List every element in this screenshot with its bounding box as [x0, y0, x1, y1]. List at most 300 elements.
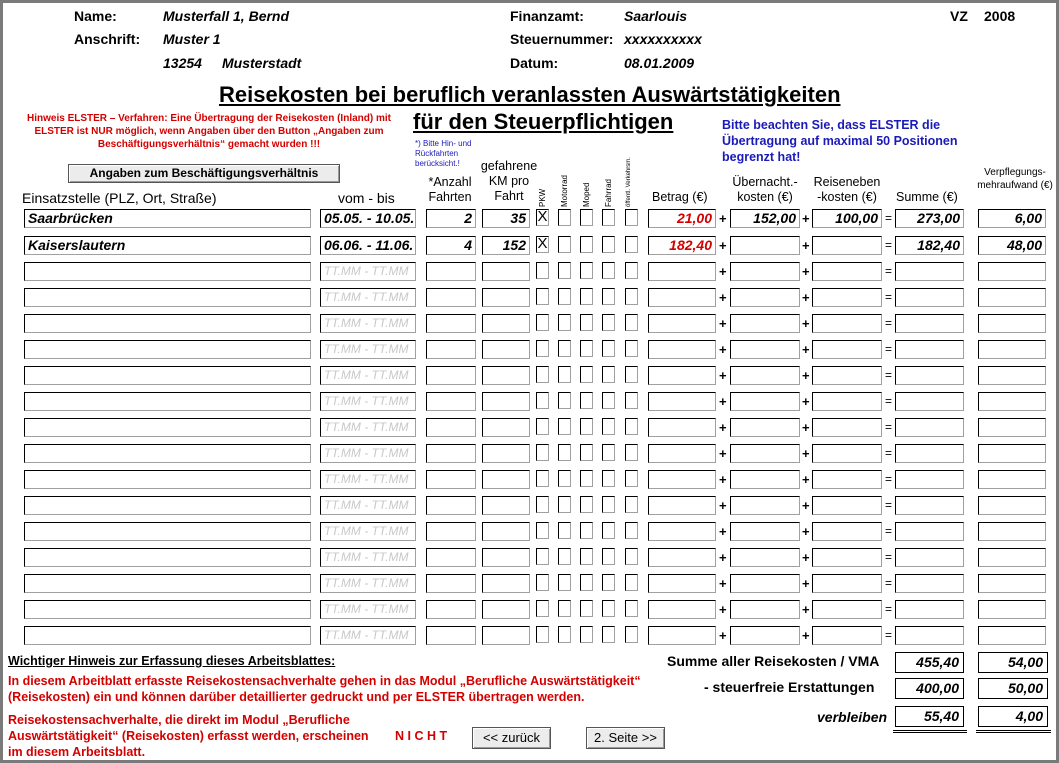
trips-field[interactable]	[426, 366, 476, 385]
hint-title: Wichtiger Hinweis zur Erfassung dieses Arbeitsblattes:	[8, 654, 336, 668]
einsatzstelle-field[interactable]	[24, 314, 311, 333]
km-field[interactable]	[482, 600, 530, 619]
fahrrad-checkbox[interactable]	[602, 548, 615, 565]
trips-field[interactable]	[426, 574, 476, 593]
plus-sign: +	[802, 498, 810, 513]
city-value[interactable]: Musterstadt	[222, 55, 302, 71]
oeffentl-checkbox[interactable]	[625, 418, 638, 435]
pkw-checkbox[interactable]	[536, 444, 549, 461]
col-betrag: Betrag (€)	[652, 190, 708, 204]
einsatzstelle-field[interactable]: Saarbrücken	[24, 209, 311, 228]
equals-sign: =	[885, 446, 893, 460]
equals-sign: =	[885, 472, 893, 486]
trips-field[interactable]	[426, 470, 476, 489]
moped-checkbox[interactable]	[580, 470, 593, 487]
period-field[interactable]: TT.MM - TT.MM	[320, 574, 416, 593]
steuernummer-value[interactable]: xxxxxxxxxx	[624, 31, 702, 47]
uebernacht-field[interactable]	[730, 392, 800, 411]
reiseneben-field[interactable]	[812, 366, 882, 385]
oeffentl-checkbox[interactable]	[625, 600, 638, 617]
erstattung-total[interactable]: 400,00	[895, 678, 964, 699]
moped-checkbox[interactable]	[580, 418, 593, 435]
motorrad-checkbox[interactable]	[558, 262, 571, 279]
km-field[interactable]	[482, 522, 530, 541]
betrag-field[interactable]	[648, 366, 716, 385]
reiseneben-field[interactable]: 100,00	[812, 209, 882, 228]
reiseneben-field[interactable]	[812, 314, 882, 333]
equals-sign: =	[885, 211, 893, 225]
moped-checkbox[interactable]	[580, 288, 593, 305]
plus-sign: +	[802, 420, 810, 435]
uebernacht-field[interactable]	[730, 470, 800, 489]
vma-field[interactable]	[978, 522, 1046, 541]
km-field[interactable]	[482, 288, 530, 307]
reiseneben-field[interactable]	[812, 392, 882, 411]
fahrrad-checkbox[interactable]	[602, 314, 615, 331]
km-field[interactable]	[482, 418, 530, 437]
trips-field[interactable]	[426, 548, 476, 567]
vma-field[interactable]	[978, 392, 1046, 411]
vma-field[interactable]: 6,00	[978, 209, 1046, 228]
summe-field	[895, 496, 964, 515]
pkw-checkbox[interactable]	[536, 470, 549, 487]
equals-sign: =	[885, 394, 893, 408]
pkw-checkbox[interactable]	[536, 288, 549, 305]
equals-sign: =	[885, 368, 893, 382]
reiseneben-field[interactable]	[812, 444, 882, 463]
fahrrad-checkbox[interactable]	[602, 470, 615, 487]
pkw-checkbox[interactable]	[536, 340, 549, 357]
trips-field[interactable]	[426, 262, 476, 281]
plus-sign: +	[719, 550, 727, 565]
betrag-field[interactable]	[648, 600, 716, 619]
km-field[interactable]	[482, 392, 530, 411]
motorrad-checkbox[interactable]	[558, 444, 571, 461]
motorrad-checkbox[interactable]	[558, 236, 571, 253]
oeffentl-checkbox[interactable]	[625, 548, 638, 565]
trips-field[interactable]: 2	[426, 209, 476, 228]
einsatzstelle-field[interactable]	[24, 262, 311, 281]
motorrad-checkbox[interactable]	[558, 340, 571, 357]
equals-sign: =	[885, 602, 893, 616]
sum-vma: 54,00	[978, 652, 1048, 673]
reiseneben-field[interactable]	[812, 470, 882, 489]
street-value[interactable]: Muster 1	[163, 31, 221, 47]
reiseneben-field[interactable]	[812, 496, 882, 515]
moped-checkbox[interactable]	[580, 236, 593, 253]
equals-sign: =	[885, 498, 893, 512]
moped-checkbox[interactable]	[580, 522, 593, 539]
vma-field[interactable]	[978, 626, 1046, 645]
summe-field	[895, 600, 964, 619]
trips-field[interactable]: 4	[426, 236, 476, 255]
moped-checkbox[interactable]	[580, 209, 593, 226]
trips-field[interactable]	[426, 392, 476, 411]
km-field[interactable]	[482, 262, 530, 281]
period-field[interactable]: TT.MM - TT.MM	[320, 366, 416, 385]
motorrad-checkbox[interactable]	[558, 626, 571, 643]
einsatzstelle-field[interactable]	[24, 600, 311, 619]
period-field[interactable]: TT.MM - TT.MM	[320, 496, 416, 515]
summe-field	[895, 314, 964, 333]
equals-sign: =	[885, 628, 893, 642]
vma-field[interactable]	[978, 288, 1046, 307]
uebernacht-field[interactable]	[730, 522, 800, 541]
einsatzstelle-field[interactable]	[24, 522, 311, 541]
plus-sign: +	[719, 238, 727, 253]
oeffentl-checkbox[interactable]	[625, 262, 638, 279]
betrag-field[interactable]	[648, 314, 716, 333]
einsatzstelle-field[interactable]	[24, 340, 311, 359]
fahrrad-checkbox[interactable]	[602, 392, 615, 409]
col-summe: Summe (€)	[896, 190, 958, 204]
plus-sign: +	[719, 264, 727, 279]
address-label: Anschrift:	[74, 31, 141, 47]
period-field[interactable]: TT.MM - TT.MM	[320, 626, 416, 645]
hin-rueck-note: *) Bitte Hin- und Rückfahrten berücksicht.!	[415, 139, 472, 168]
period-field[interactable]: TT.MM - TT.MM	[320, 600, 416, 619]
betrag-field[interactable]	[648, 288, 716, 307]
reiseneben-field[interactable]	[812, 522, 882, 541]
motorrad-checkbox[interactable]	[558, 314, 571, 331]
einsatzstelle-field[interactable]	[24, 548, 311, 567]
equals-sign: =	[885, 238, 893, 252]
col-motorrad: Motorrad	[560, 174, 569, 207]
vma-field[interactable]	[978, 314, 1046, 333]
trips-field[interactable]	[426, 340, 476, 359]
trips-field[interactable]	[426, 496, 476, 515]
back-button[interactable]: << zurück	[472, 727, 551, 749]
uebernacht-field[interactable]	[730, 548, 800, 567]
col-oeffentl: öffentl. Verkehrsm.	[626, 157, 632, 207]
summe-field	[895, 548, 964, 567]
vma-field[interactable]: 48,00	[978, 236, 1046, 255]
km-field[interactable]	[482, 574, 530, 593]
motorrad-checkbox[interactable]	[558, 574, 571, 591]
oeffentl-checkbox[interactable]	[625, 444, 638, 461]
pkw-checkbox[interactable]	[536, 548, 549, 565]
pkw-checkbox[interactable]	[536, 418, 549, 435]
name-value[interactable]: Musterfall 1, Bernd	[163, 8, 290, 24]
fahrrad-checkbox[interactable]	[602, 262, 615, 279]
vma-field[interactable]	[978, 496, 1046, 515]
summe-field	[895, 574, 964, 593]
moped-checkbox[interactable]	[580, 392, 593, 409]
pkw-checkbox[interactable]: X	[537, 208, 548, 225]
betrag-field[interactable]: 182,40	[648, 236, 716, 255]
period-field[interactable]: 06.06. - 11.06.	[320, 236, 416, 255]
km-field[interactable]: 152	[482, 236, 530, 255]
km-field[interactable]	[482, 496, 530, 515]
hint-text-2a: Reisekostensachverhalte, die direkt im Modul „Berufliche	[8, 713, 350, 727]
oeffentl-checkbox[interactable]	[625, 209, 638, 226]
fahrrad-checkbox[interactable]	[602, 236, 615, 253]
pkw-checkbox[interactable]	[536, 600, 549, 617]
plus-sign: +	[719, 602, 727, 617]
trips-field[interactable]	[426, 418, 476, 437]
einsatzstelle-field[interactable]	[24, 392, 311, 411]
period-field[interactable]: TT.MM - TT.MM	[320, 262, 416, 281]
oeffentl-checkbox[interactable]	[625, 366, 638, 383]
oeffentl-checkbox[interactable]	[625, 574, 638, 591]
plus-sign: +	[719, 316, 727, 331]
fahrrad-checkbox[interactable]	[602, 574, 615, 591]
betrag-field[interactable]	[648, 548, 716, 567]
trips-field[interactable]	[426, 522, 476, 541]
vma-field[interactable]	[978, 262, 1046, 281]
uebernacht-field[interactable]	[730, 366, 800, 385]
einsatzstelle-field[interactable]: Kaiserslautern	[24, 236, 311, 255]
plus-sign: +	[802, 211, 810, 226]
betrag-field[interactable]	[648, 340, 716, 359]
oeffentl-checkbox[interactable]	[625, 314, 638, 331]
pkw-checkbox[interactable]	[536, 522, 549, 539]
vma-field[interactable]	[978, 366, 1046, 385]
oeffentl-checkbox[interactable]	[625, 522, 638, 539]
vma-field[interactable]	[978, 444, 1046, 463]
col-verpflegung: Verpflegungs- mehraufwand (€)	[977, 167, 1053, 191]
fahrrad-checkbox[interactable]	[602, 209, 615, 226]
einsatzstelle-field[interactable]	[24, 444, 311, 463]
fahrrad-checkbox[interactable]	[602, 288, 615, 305]
uebernacht-field[interactable]	[730, 574, 800, 593]
summe-field	[895, 288, 964, 307]
elster-hint-red: Hinweis ELSTER – Verfahren: Eine Übertragung der Reisekosten (Inland) mit ELSTER ist NUR möglich, wenn Angaben über den Button „Angaben zum Beschäftigungsverhältnis“ gemacht wurden !!!	[27, 113, 391, 150]
col-vom-bis: vom - bis	[338, 190, 395, 206]
trips-field[interactable]	[426, 626, 476, 645]
verbleiben-label: verbleiben	[817, 709, 888, 725]
motorrad-checkbox[interactable]	[558, 600, 571, 617]
erstattung-vma[interactable]: 50,00	[978, 678, 1048, 699]
fahrrad-checkbox[interactable]	[602, 366, 615, 383]
motorrad-checkbox[interactable]	[558, 470, 571, 487]
motorrad-checkbox[interactable]	[558, 288, 571, 305]
uebernacht-field[interactable]	[730, 314, 800, 333]
einsatzstelle-field[interactable]	[24, 366, 311, 385]
reiseneben-field[interactable]	[812, 600, 882, 619]
equals-sign: =	[885, 576, 893, 590]
fahrrad-checkbox[interactable]	[602, 600, 615, 617]
uebernacht-field[interactable]	[730, 288, 800, 307]
pkw-checkbox[interactable]	[536, 574, 549, 591]
motorrad-checkbox[interactable]	[558, 392, 571, 409]
einsatzstelle-field[interactable]	[24, 626, 311, 645]
pkw-checkbox[interactable]	[536, 262, 549, 279]
betrag-field[interactable]	[648, 626, 716, 645]
beschaeftigung-button[interactable]: Angaben zum Beschäftigungsverhältnis	[68, 164, 340, 183]
period-field[interactable]: TT.MM - TT.MM	[320, 548, 416, 567]
einsatzstelle-field[interactable]	[24, 470, 311, 489]
motorrad-checkbox[interactable]	[558, 496, 571, 513]
motorrad-checkbox[interactable]	[558, 522, 571, 539]
uebernacht-field[interactable]	[730, 418, 800, 437]
km-field[interactable]	[482, 470, 530, 489]
trips-field[interactable]	[426, 314, 476, 333]
equals-sign: =	[885, 316, 893, 330]
oeffentl-checkbox[interactable]	[625, 288, 638, 305]
vma-field[interactable]	[978, 574, 1046, 593]
oeffentl-checkbox[interactable]	[625, 340, 638, 357]
datum-value[interactable]: 08.01.2009	[624, 55, 695, 71]
period-field[interactable]: TT.MM - TT.MM	[320, 392, 416, 411]
km-field[interactable]	[482, 340, 530, 359]
col-einsatzstelle: Einsatzstelle (PLZ, Ort, Straße)	[22, 190, 217, 206]
pkw-checkbox[interactable]	[536, 626, 549, 643]
reiseneben-field[interactable]	[812, 262, 882, 281]
pkw-checkbox[interactable]: X	[537, 235, 548, 252]
moped-checkbox[interactable]	[580, 314, 593, 331]
summe-field	[895, 340, 964, 359]
vma-field[interactable]	[978, 548, 1046, 567]
vma-field[interactable]	[978, 470, 1046, 489]
fahrrad-checkbox[interactable]	[602, 340, 615, 357]
summe-field	[895, 262, 964, 281]
fahrrad-checkbox[interactable]	[602, 444, 615, 461]
plus-sign: +	[802, 394, 810, 409]
period-field[interactable]: TT.MM - TT.MM	[320, 470, 416, 489]
oeffentl-checkbox[interactable]	[625, 470, 638, 487]
trips-field[interactable]	[426, 288, 476, 307]
col-pkw: PKW	[538, 188, 547, 207]
uebernacht-field[interactable]: 152,00	[730, 209, 800, 228]
col-moped: Moped	[582, 182, 591, 207]
pkw-checkbox[interactable]	[536, 366, 549, 383]
moped-checkbox[interactable]	[580, 626, 593, 643]
pkw-checkbox[interactable]	[536, 392, 549, 409]
oeffentl-checkbox[interactable]	[625, 496, 638, 513]
uebernacht-field[interactable]	[730, 626, 800, 645]
fahrrad-checkbox[interactable]	[602, 496, 615, 513]
equals-sign: =	[885, 264, 893, 278]
plus-sign: +	[719, 342, 727, 357]
trips-field[interactable]	[426, 444, 476, 463]
motorrad-checkbox[interactable]	[558, 418, 571, 435]
fahrrad-checkbox[interactable]	[602, 626, 615, 643]
period-field[interactable]: TT.MM - TT.MM	[320, 288, 416, 307]
reiseneben-field[interactable]	[812, 626, 882, 645]
betrag-field[interactable]	[648, 522, 716, 541]
betrag-field[interactable]	[648, 444, 716, 463]
oeffentl-checkbox[interactable]	[625, 392, 638, 409]
km-field[interactable]	[482, 548, 530, 567]
vma-field[interactable]	[978, 418, 1046, 437]
period-field[interactable]: TT.MM - TT.MM	[320, 444, 416, 463]
summe-field	[895, 626, 964, 645]
betrag-field[interactable]	[648, 418, 716, 437]
vz-value[interactable]: 2008	[984, 8, 1016, 24]
uebernacht-field[interactable]	[730, 262, 800, 281]
uebernacht-field[interactable]	[730, 340, 800, 359]
reiseneben-field[interactable]	[812, 288, 882, 307]
moped-checkbox[interactable]	[580, 366, 593, 383]
moped-checkbox[interactable]	[580, 444, 593, 461]
oeffentl-checkbox[interactable]	[625, 236, 638, 253]
einsatzstelle-field[interactable]	[24, 418, 311, 437]
einsatzstelle-field[interactable]	[24, 574, 311, 593]
steuernummer-label: Steuernummer:	[510, 31, 614, 47]
km-field[interactable]: 35	[482, 209, 530, 228]
betrag-field[interactable]	[648, 496, 716, 515]
period-field[interactable]: TT.MM - TT.MM	[320, 314, 416, 333]
reiseneben-field[interactable]	[812, 340, 882, 359]
plus-sign: +	[802, 238, 810, 253]
betrag-field[interactable]: 21,00	[648, 209, 716, 228]
plus-sign: +	[802, 576, 810, 591]
uebernacht-field[interactable]	[730, 236, 800, 255]
period-field[interactable]: TT.MM - TT.MM	[320, 418, 416, 437]
pkw-checkbox[interactable]	[536, 496, 549, 513]
period-field[interactable]: 05.05. - 10.05.	[320, 209, 416, 228]
reiseneben-field[interactable]	[812, 236, 882, 255]
moped-checkbox[interactable]	[580, 548, 593, 565]
betrag-field[interactable]	[648, 262, 716, 281]
moped-checkbox[interactable]	[580, 600, 593, 617]
page-title: Reisekosten bei beruflich veranlassten Auswärtstätigkeiten	[219, 82, 841, 107]
moped-checkbox[interactable]	[580, 496, 593, 513]
period-field[interactable]: TT.MM - TT.MM	[320, 522, 416, 541]
period-field[interactable]: TT.MM - TT.MM	[320, 340, 416, 359]
betrag-field[interactable]	[648, 470, 716, 489]
pkw-checkbox[interactable]	[536, 314, 549, 331]
uebernacht-field[interactable]	[730, 496, 800, 515]
uebernacht-field[interactable]	[730, 600, 800, 619]
hint-text-nicht: N I C H T	[395, 729, 448, 743]
plus-sign: +	[802, 602, 810, 617]
betrag-field[interactable]	[648, 392, 716, 411]
uebernacht-field[interactable]	[730, 444, 800, 463]
double-underline-vma	[976, 730, 1051, 734]
reiseneben-field[interactable]	[812, 418, 882, 437]
finanzamt-value[interactable]: Saarlouis	[624, 8, 688, 24]
km-field[interactable]	[482, 314, 530, 333]
hint-text-1: In diesem Arbeitblatt erfasste Reisekostensachverhalte gehen in das Modul „Berufliche Auswärtstätigkeit“ (Reisekosten) ein und können darüber detaillierter gedruckt und per ELSTER übertragen werden.	[8, 674, 641, 704]
moped-checkbox[interactable]	[580, 340, 593, 357]
moped-checkbox[interactable]	[580, 574, 593, 591]
plus-sign: +	[802, 524, 810, 539]
fahrrad-checkbox[interactable]	[602, 418, 615, 435]
plus-sign: +	[719, 368, 727, 383]
km-field[interactable]	[482, 444, 530, 463]
elster-hint-blue: Bitte beachten Sie, dass ELSTER die Übertragung auf maximal 50 Positionen begrenzt hat!	[722, 118, 958, 164]
fahrrad-checkbox[interactable]	[602, 522, 615, 539]
oeffentl-checkbox[interactable]	[625, 626, 638, 643]
einsatzstelle-field[interactable]	[24, 496, 311, 515]
betrag-field[interactable]	[648, 574, 716, 593]
einsatzstelle-field[interactable]	[24, 288, 311, 307]
vma-field[interactable]	[978, 340, 1046, 359]
page-subtitle: für den Steuerpflichtigen	[413, 109, 674, 134]
motorrad-checkbox[interactable]	[558, 209, 571, 226]
summe-field	[895, 444, 964, 463]
equals-sign: =	[885, 290, 893, 304]
finanzamt-label: Finanzamt:	[510, 8, 584, 24]
next-button[interactable]: 2. Seite >>	[586, 727, 665, 749]
zip-value[interactable]: 13254	[163, 55, 202, 71]
equals-sign: =	[885, 550, 893, 564]
km-field[interactable]	[482, 366, 530, 385]
plus-sign: +	[719, 576, 727, 591]
vma-field[interactable]	[978, 600, 1046, 619]
motorrad-checkbox[interactable]	[558, 366, 571, 383]
reiseneben-field[interactable]	[812, 574, 882, 593]
verbleiben-vma: 4,00	[978, 706, 1048, 727]
moped-checkbox[interactable]	[580, 262, 593, 279]
erstattung-label: - steuerfreie Erstattungen	[704, 679, 875, 695]
reiseneben-field[interactable]	[812, 548, 882, 567]
trips-field[interactable]	[426, 600, 476, 619]
km-field[interactable]	[482, 626, 530, 645]
motorrad-checkbox[interactable]	[558, 548, 571, 565]
